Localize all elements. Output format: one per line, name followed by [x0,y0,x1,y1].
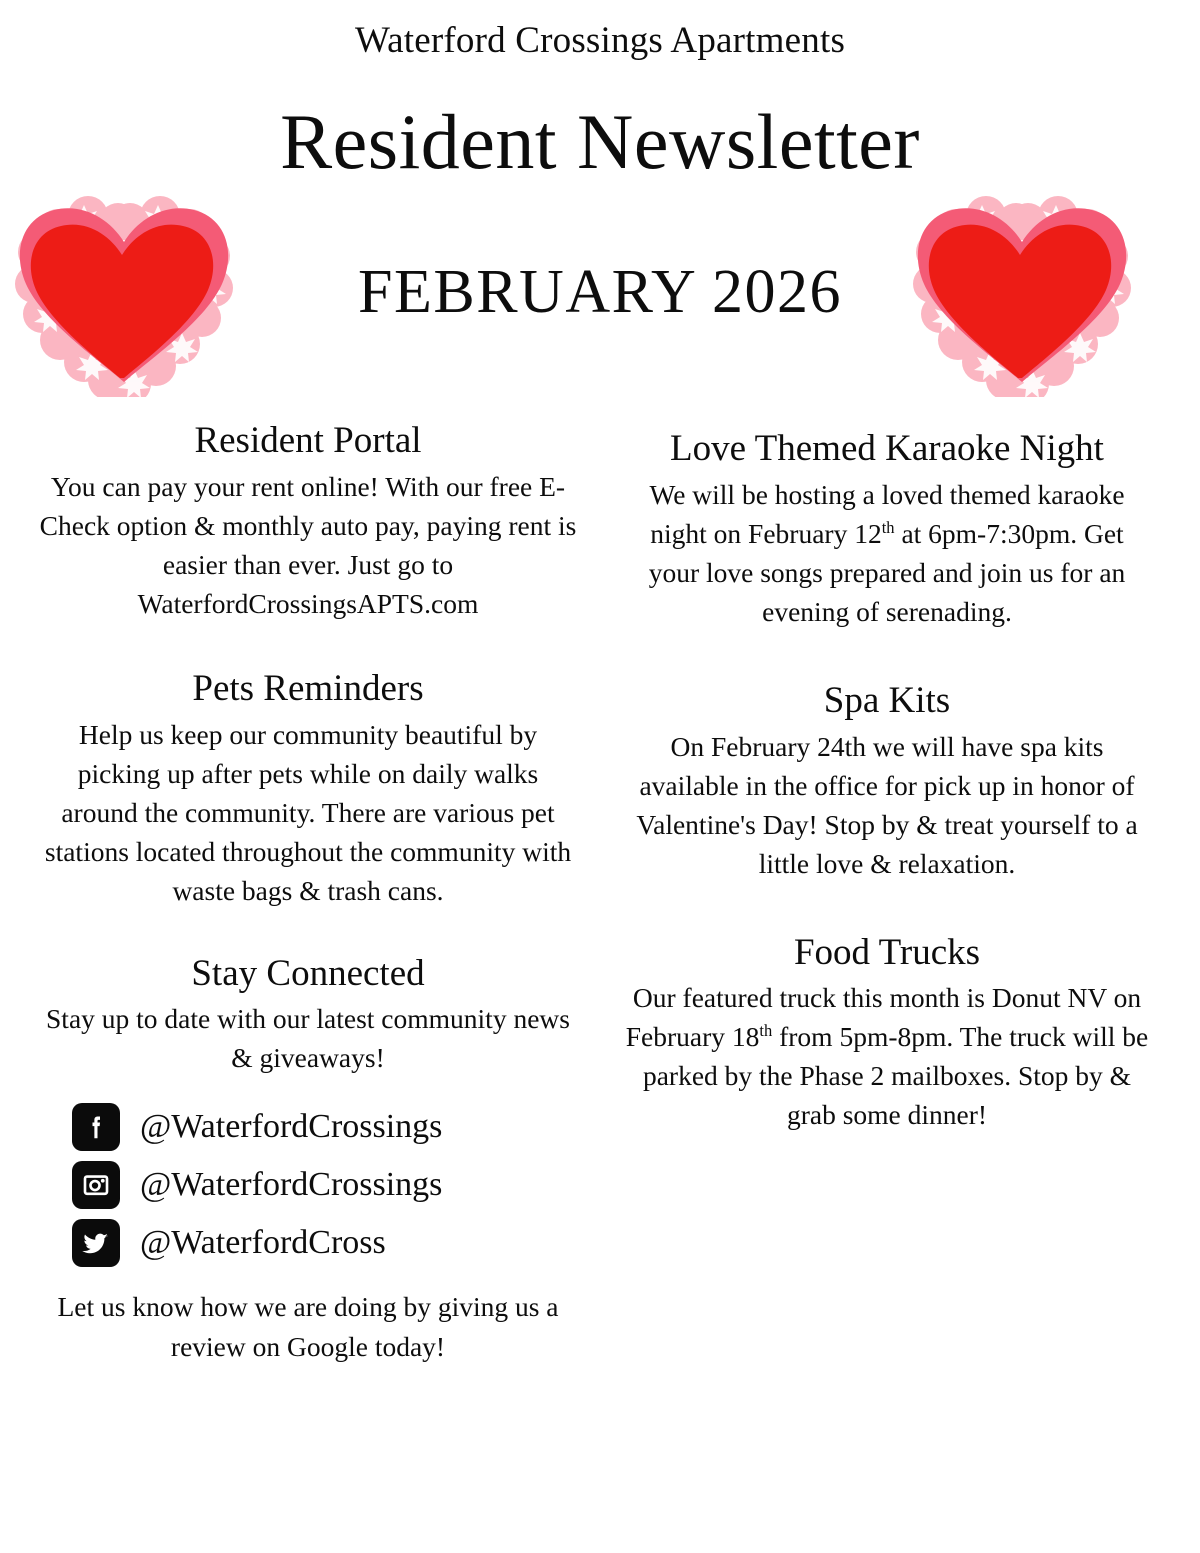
section-title-resident-portal: Resident Portal [194,420,422,461]
section-title-food-trucks: Food Trucks [793,931,981,973]
social-link-facebook[interactable] [72,1103,578,1151]
page-title: Resident Newsletter [280,98,920,185]
left-column [0,415,600,1370]
section-body-karaoke-night [622,475,1152,631]
twitter-icon [72,1219,120,1267]
social-handle-instagram: @WaterfordCrossings [140,1166,443,1204]
section-body-stay-connected: Stay up to date with our latest community news & giveaways! [46,1003,570,1074]
section-title-spa-kits: Spa Kits [823,679,951,721]
social-handle-facebook: @WaterfordCrossings [140,1108,443,1146]
section-body-resident-portal: You can pay your rent online! With our free E-Check option & monthly auto pay, paying rent is easier than ever. Just go to WaterfordCrossingsAPTS.com [39,470,577,619]
karaoke-date-suffix: th [881,517,895,537]
section-title-pets-reminders: Pets Reminders [192,667,424,709]
section-karaoke-night [622,427,1152,631]
heart-doily-icon-right [906,192,1138,397]
google-review-note: Let us know how we are doing by giving us a review on Google today! [57,1291,559,1362]
instagram-icon [72,1161,120,1209]
social-link-twitter[interactable] [72,1219,578,1267]
section-food-trucks [622,931,1152,1135]
section-spa-kits [622,679,1152,883]
food-body-after: from 5pm-8pm. The truck will be parked by the Phase 2 mailboxes. Stop by & grab some dinner! [642,1021,1149,1131]
newsletter-columns [0,415,1200,1370]
social-links-list [38,1103,578,1267]
section-body-food-trucks [622,978,1152,1134]
facebook-icon [72,1103,120,1151]
section-pets-reminders [38,667,578,910]
section-stay-connected [38,952,578,1366]
food-date-suffix: th [759,1021,773,1041]
section-body-pets-reminders: Help us keep our community beautiful by picking up after pets while on daily walks around the community. There are various pet stations located throughout the community with waste bags & trash cans. [44,718,572,906]
right-column [600,415,1200,1139]
food-body-before: Our featured truck this month is Donut NV on February 18 [625,982,1142,1053]
section-title-stay-connected: Stay Connected [191,952,425,994]
karaoke-body-before: We will be hosting a loved themed karaoke night on February 12 [649,478,1125,549]
community-name: Waterford Crossings Apartments [354,20,846,61]
social-link-instagram[interactable] [72,1161,578,1209]
karaoke-body-after: at 6pm-7:30pm. Get your love songs prepared and join us for an evening of serenading. [648,517,1126,627]
section-title-karaoke-night: Love Themed Karaoke Night [670,428,1104,469]
section-body-spa-kits: On February 24th we will have spa kits available in the office for pick up in honor of Valentine's Day! Stop by & treat yourself to a little love & relaxation. [636,730,1138,879]
issue-date: FEBRUARY 2026 [357,257,842,326]
heart-doily-icon-left [8,192,240,397]
social-handle-twitter: @WaterfordCross [140,1224,386,1262]
section-resident-portal [38,419,578,623]
